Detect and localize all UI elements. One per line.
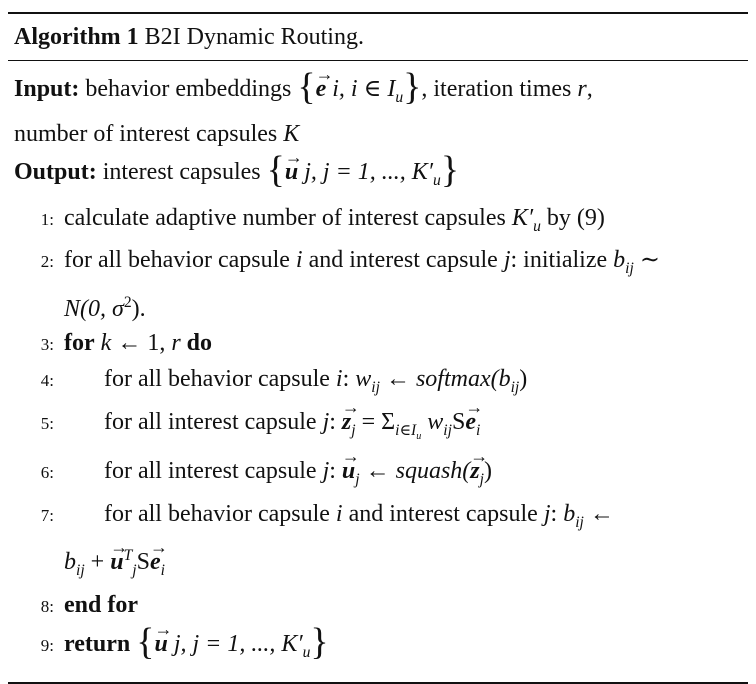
line-number: 6: — [40, 462, 54, 482]
algo-line-1: 1: calculate adaptive number of interest capsules $K'_u$ by (9) — [8, 201, 748, 244]
algo-line-8: 8: end for — [8, 588, 748, 624]
line-number: 2: — [40, 252, 54, 272]
output-keyword: Output: — [14, 158, 97, 185]
output-line: Output: interest capsules {→ u j, j = 1, ..., $K'_u$} — [14, 152, 748, 199]
line-number: 8: — [40, 597, 54, 617]
var-K: K — [283, 120, 300, 147]
input-text-4: number of interest capsules — [14, 120, 278, 147]
output-set-tail: j, j = 1, ..., K′ — [304, 158, 434, 185]
vector-z: → z — [342, 405, 351, 439]
algo-line-2-cont: N(0, $\sigma^2$). — [64, 294, 146, 323]
output-text: interest capsules — [102, 158, 261, 185]
algorithm-label: Algorithm 1 — [14, 24, 139, 50]
line-number: 7: — [40, 505, 54, 525]
input-keyword: Input: — [14, 76, 80, 102]
vector-u: → u — [342, 454, 355, 488]
vector-z: → z — [470, 454, 479, 488]
input-text-2: , iteration times — [421, 76, 572, 102]
vector-e: → e — [316, 71, 327, 107]
vector-e: → e — [465, 405, 476, 439]
line-number: 9: — [40, 636, 54, 656]
vector-e: → e — [150, 545, 161, 579]
algo-line-4: 4: for all behavior capsule i: $w_{ij}$ ← $softmax(b_{ij})$ — [8, 362, 748, 405]
algo-line-7-cont: $b_{ij}$ + → $u^T_jS\to e_i$ — [8, 539, 748, 588]
algo-line-6: 6: for all interest capsule j: → $u_j$ ← squash(→ $z_j$) — [8, 454, 748, 497]
algo-line-5: 5: for all interest capsule j: → $z_j = \Sigma_{i\in I_u}$ $w_{ij}S\to e_i$ — [8, 405, 748, 454]
algorithm-caption — [8, 14, 748, 52]
input-output — [8, 61, 748, 199]
line-number: 4: — [40, 371, 54, 391]
algo-line-7: 7: for all behavior capsule i and interest capsule j: $b_{ij}$ ← — [8, 497, 748, 540]
input-line-2 — [14, 116, 748, 152]
vector-u: → u — [285, 154, 298, 190]
input-set-I: I — [387, 76, 396, 102]
line-number: 1: — [40, 209, 54, 229]
input-set-sub: u — [395, 88, 404, 106]
input-text: behavior embeddings — [85, 76, 292, 102]
algorithm-lines — [8, 201, 748, 670]
var-r: r — [577, 76, 587, 102]
algorithm-block — [8, 12, 748, 684]
vector-u: → u — [154, 627, 167, 661]
input-line: Input: behavior embeddings {→ e i, i ∈ $I_u$}, iteration times r, — [14, 69, 748, 116]
output-set-sub: u — [433, 171, 441, 189]
vector-u: → u — [110, 545, 123, 579]
algo-line-9: 9: return {→ u j, j = 1, ..., $K'_u$} — [8, 624, 748, 670]
input-set-tail: i, i ∈ — [332, 76, 388, 102]
input-text-3: , — [586, 76, 593, 102]
algo-line-2: 2: for all behavior capsule i and interest capsule j: initialize $b_{ij}$ ∼ — [8, 243, 748, 286]
algorithm-title: B2I Dynamic Routing. — [144, 24, 364, 50]
line-number: 5: — [40, 413, 54, 433]
line-number: 3: — [40, 335, 54, 355]
algo-line-3: 3: for k ← 1, r do — [8, 326, 748, 362]
